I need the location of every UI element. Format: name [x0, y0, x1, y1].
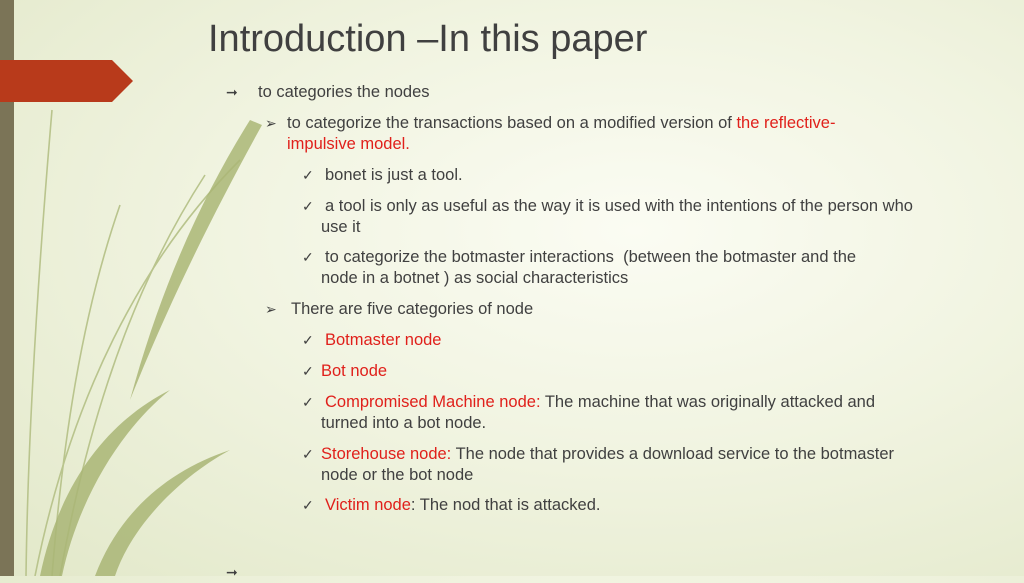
chevron-bullet-icon: ➢ [265, 115, 277, 131]
slide-title: Introduction –In this paper [208, 18, 648, 60]
bullet-tool-useful: a tool is only as useful as the way it is used with the intentions of the person who [325, 197, 913, 215]
chevron-bullet-icon: ➢ [265, 301, 277, 317]
category-compromised-machine [325, 392, 875, 413]
category-label: Victim node [325, 496, 411, 514]
bullet-botmaster-interactions: to categorize the botmaster interactions (between the botmaster and the [325, 248, 857, 266]
check-bullet-icon: ✓ [302, 446, 314, 462]
category-storehouse [321, 444, 894, 465]
bullet-categorize-transactions [287, 113, 835, 134]
check-bullet-icon: ✓ [302, 497, 314, 513]
reflective-impulsive-highlight-line2: impulsive model. [287, 135, 410, 153]
bullet-text: to categorize the transactions based on a modified version of [287, 114, 737, 132]
check-bullet-icon: ✓ [302, 332, 314, 348]
category-description: The machine that was originally attacked and [540, 393, 876, 411]
category-description: The node that provides a download service to the botmaster [451, 445, 894, 463]
category-storehouse-line2: node or the bot node [321, 466, 474, 484]
bullet-categories-nodes: to categories the nodes [258, 83, 430, 101]
check-bullet-icon: ✓ [302, 249, 314, 265]
check-bullet-icon: ✓ [302, 363, 314, 379]
check-bullet-icon: ✓ [302, 394, 314, 410]
category-description: : The nod that is attacked. [410, 496, 601, 514]
category-bot-node: Bot node [321, 362, 388, 380]
category-compromised-machine-line2: turned into a bot node. [321, 414, 487, 432]
bullet-bonet-tool: bonet is just a tool. [325, 166, 463, 184]
check-bullet-icon: ✓ [302, 167, 314, 183]
category-label: Compromised Machine node: [325, 393, 541, 411]
reflective-impulsive-highlight: the reflective- [736, 114, 836, 132]
arrow-bullet-icon: ➞ [226, 84, 238, 100]
bullet-tool-useful-line2: use it [321, 218, 361, 236]
category-victim [325, 495, 601, 516]
check-bullet-icon: ✓ [302, 198, 314, 214]
title-accent-tab [0, 60, 133, 102]
bullet-botmaster-interactions-line2: node in a botnet ) as social characteristics [321, 269, 629, 287]
category-botmaster-node: Botmaster node [325, 331, 442, 349]
bullet-five-categories: There are five categories of node [291, 300, 534, 318]
arrow-bullet-icon: ➞ [226, 564, 238, 580]
category-label: Storehouse node: [321, 445, 452, 463]
